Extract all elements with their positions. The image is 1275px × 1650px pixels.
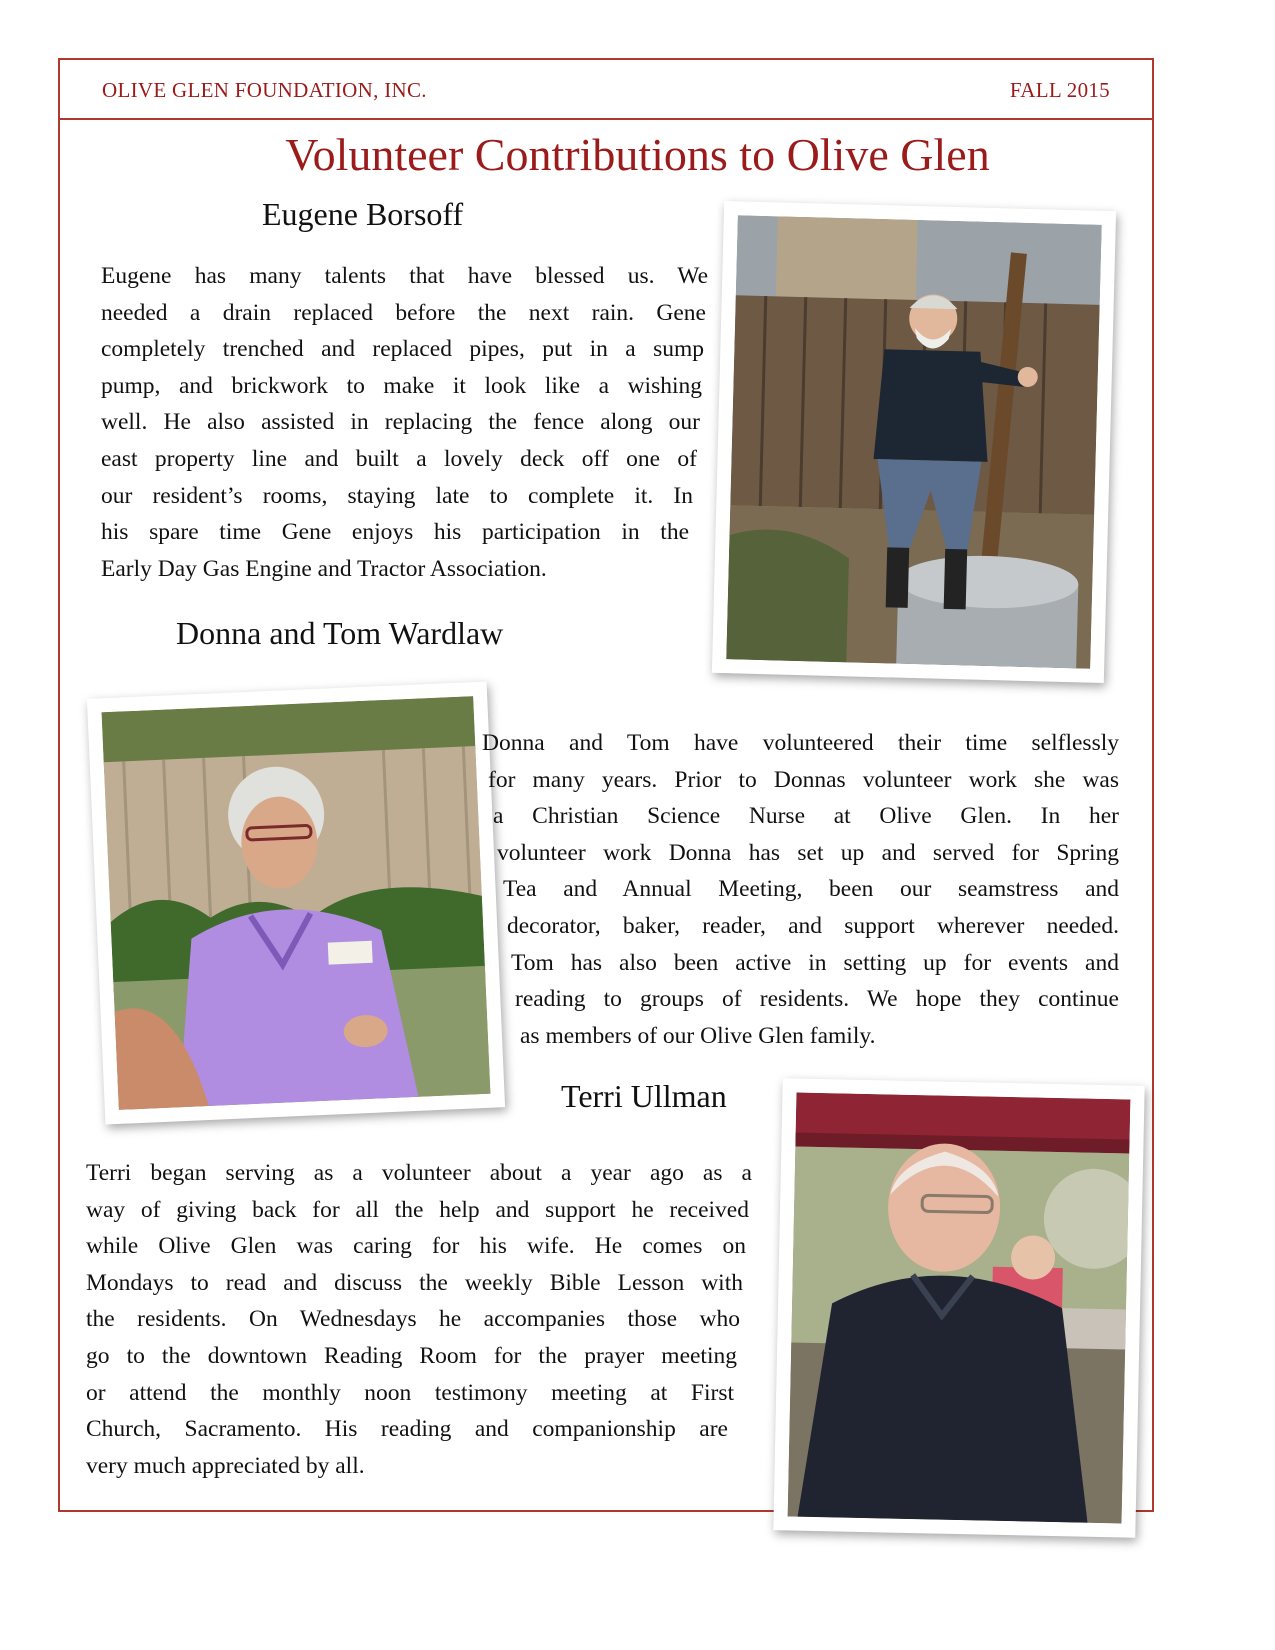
bio-line: Eugene has many talents that have blessed us. We — [101, 263, 708, 289]
bio-line: needed a drain replaced before the next rain. Gene — [101, 299, 706, 326]
header-divider — [60, 118, 1152, 120]
issue-date: FALL 2015 — [1009, 78, 1110, 102]
volunteer-name-eugene: Eugene Borsoff — [262, 196, 464, 232]
photo-eugene — [712, 201, 1116, 683]
bio-line: well. He also assisted in replacing the fence along our — [101, 409, 700, 436]
eugene-bio — [101, 258, 708, 587]
bio-line: volunteer work Donna has set up and served for Spring — [497, 839, 1119, 866]
eugene-photo-image — [726, 215, 1101, 668]
bio-line: Terri began serving as a volunteer about a year ago as a — [86, 1160, 752, 1186]
bio-line: completely trenched and replaced pipes, put in a sump — [101, 336, 704, 363]
wardlaw-bio — [482, 725, 1119, 1054]
page-title: Volunteer Contributions to Olive Glen — [285, 129, 990, 180]
bio-line: Tea and Annual Meeting, been our seamstress and — [503, 876, 1119, 903]
bio-line: Church, Sacramento. His reading and companionship are — [86, 1416, 728, 1443]
photo-terri — [773, 1078, 1144, 1537]
bio-line: our resident’s rooms, staying late to complete it. In — [101, 482, 693, 509]
terri-bio — [86, 1155, 752, 1484]
bio-line: for many years. Prior to Donnas volunteer work she was — [488, 766, 1119, 793]
bio-line: or attend the monthly noon testimony meeting at First — [86, 1379, 734, 1406]
bio-line: reading to groups of residents. We hope they continue — [515, 986, 1119, 1013]
bio-line: way of giving back for all the help and support he received — [86, 1196, 749, 1223]
bio-line: Mondays to read and discuss the weekly Bible Lesson with — [86, 1269, 743, 1296]
bio-line: a Christian Science Nurse at Olive Glen. In her — [493, 803, 1119, 830]
bio-line: Tom has also been active in setting up for events and — [511, 949, 1119, 976]
bio-line: the residents. On Wednesdays he accompanies those who — [86, 1306, 740, 1333]
bio-line: pump, and brickwork to make it look like a wishing — [101, 372, 702, 399]
bio-line: decorator, baker, reader, and support wherever needed. — [507, 912, 1119, 939]
bio-line: while Olive Glen was caring for his wife. He comes on — [86, 1233, 746, 1260]
bio-line: Early Day Gas Engine and Tractor Association. — [101, 555, 547, 582]
volunteer-name-terri: Terri Ullman — [561, 1078, 727, 1114]
bio-line: as members of our Olive Glen family. — [520, 1022, 876, 1049]
bio-line: very much appreciated by all. — [86, 1452, 365, 1479]
bio-line: Donna and Tom have volunteered their time selflessly — [482, 730, 1119, 756]
bio-line: east property line and built a lovely deck off one of — [101, 445, 697, 472]
photo-donna — [87, 681, 505, 1124]
org-name: OLIVE GLEN FOUNDATION, INC. — [102, 78, 427, 102]
donna-photo-image — [101, 696, 490, 1110]
terri-photo-image — [788, 1093, 1131, 1524]
bio-line: go to the downtown Reading Room for the prayer meeting — [86, 1342, 737, 1369]
bio-line: his spare time Gene enjoys his participation in the — [101, 519, 689, 546]
volunteer-name-wardlaw: Donna and Tom Wardlaw — [176, 615, 504, 651]
